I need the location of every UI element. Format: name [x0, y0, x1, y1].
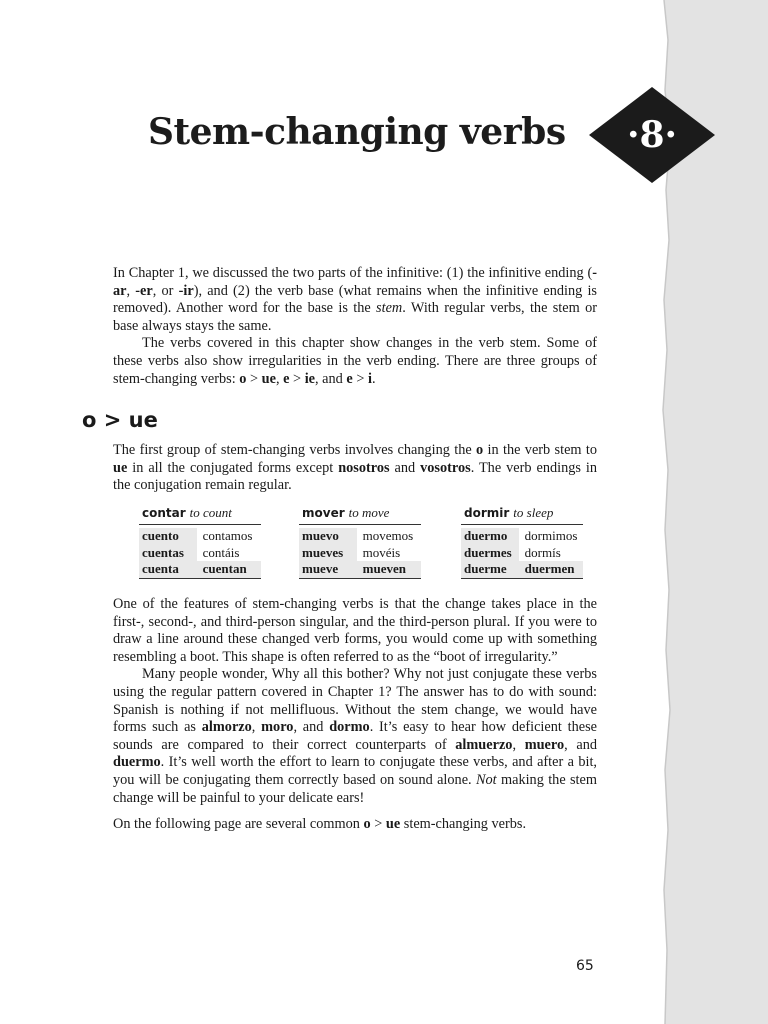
text-run: moro: [261, 719, 294, 736]
plural-form: contáis: [202, 544, 240, 560]
text-run: , and: [564, 736, 598, 753]
text-run: -ir: [178, 282, 194, 299]
text-run: >: [352, 370, 368, 387]
text-run: >: [289, 370, 305, 387]
gloss: to count: [189, 505, 232, 520]
text-run: in the verb stem to: [483, 442, 597, 458]
text-run: , and: [315, 370, 347, 387]
conjugation-row: [461, 528, 583, 545]
conjugation-body: [461, 525, 583, 579]
text-run: On the following page are several common: [113, 816, 364, 833]
conjugation-header: [461, 504, 583, 525]
intro-paragraph-1: [113, 265, 597, 335]
text-run: nosotros: [338, 459, 390, 476]
conjugation-body: [139, 525, 261, 579]
text-run: dormo: [329, 719, 370, 736]
text-run: almorzo: [201, 719, 252, 736]
text-run: and: [389, 459, 421, 476]
text-run: . The verb endings in the conjugation remain regular.: [113, 459, 598, 494]
text-run: . It’s easy to hear how deficient these sounds are compared to their correct counterparts of: [113, 719, 598, 753]
text-run: ,: [275, 370, 284, 387]
singular-form: cuenta: [139, 561, 197, 578]
text-run: almuerzo: [455, 736, 513, 753]
text-run: duermo: [113, 754, 161, 771]
text-run: ue: [113, 459, 128, 476]
text-run: ie: [304, 370, 316, 387]
gloss: to sleep: [513, 505, 554, 520]
conjugation-row: [299, 561, 421, 578]
conjugation-row: [461, 545, 583, 562]
section-paragraph-1: [113, 442, 597, 495]
text-run: ), and (2) the verb base (what remains when the infinitive ending is removed). Another word for the base is the: [113, 282, 597, 317]
text-run: o: [476, 442, 484, 458]
page-number: 65: [576, 958, 594, 974]
conjugation-header: [139, 504, 261, 525]
text-run: In Chapter 1, we discussed the two parts of the infinitive: (1) the infinitive ending (: [113, 265, 593, 281]
text-run: o: [363, 816, 371, 833]
infinitive: mover: [302, 506, 345, 520]
text-run: .: [371, 370, 376, 387]
infinitive: contar: [142, 506, 186, 520]
conjugation-table-mover: [299, 504, 421, 579]
conjugation-row: [139, 528, 261, 545]
page-title: Stem-changing verbs: [148, 111, 566, 153]
plural-form: movéis: [362, 544, 401, 560]
text-run: vosotros: [420, 459, 471, 476]
plural-form: mueven: [357, 561, 421, 578]
text-run: making the stem change will be painful to your delicate ears!: [113, 771, 597, 806]
conjugation-row: [139, 561, 261, 578]
plural-form: dormís: [524, 544, 561, 560]
text-run: >: [246, 370, 262, 387]
plural-form: dormimos: [524, 528, 578, 543]
singular-form: duermo: [461, 528, 519, 545]
singular-form: mueve: [299, 561, 357, 578]
intro-paragraph-2: [113, 335, 597, 388]
singular-form: duerme: [461, 561, 519, 578]
plural-form: duermen: [519, 561, 583, 578]
text-run: e: [346, 370, 353, 387]
text-run: . With regular verbs, the stem or base always stays the same.: [113, 300, 597, 334]
text-run: , and: [293, 719, 330, 736]
text-run: ,: [251, 719, 262, 736]
text-run: muero: [524, 736, 565, 753]
conjugation-header: [299, 504, 421, 525]
chapter-number: ·8·: [626, 114, 678, 156]
text-run: -ar: [113, 265, 597, 299]
text-run: stem-changing verbs.: [400, 816, 527, 833]
section-intro-text: [113, 442, 597, 495]
chapter-badge: [588, 86, 716, 184]
singular-form: muevo: [299, 528, 357, 545]
text-run: ,: [512, 736, 525, 753]
text-run: , or: [152, 282, 179, 299]
conjugation-table-dormir: [461, 504, 583, 579]
conjugation-row: [461, 561, 583, 578]
singular-form: duermes: [461, 545, 519, 562]
text-run: ue: [385, 816, 401, 833]
conjugation-table-contar: [139, 504, 261, 579]
text-run: The first group of stem-changing verbs involves changing the: [113, 442, 477, 458]
text-run: e: [283, 370, 290, 387]
discussion-paragraph-3: [113, 816, 597, 834]
plural-form: contamos: [202, 528, 253, 543]
singular-form: mueves: [299, 545, 357, 562]
gloss: to move: [348, 505, 390, 520]
singular-form: cuentas: [139, 545, 197, 562]
discussion-paragraph-1: [113, 596, 597, 666]
text-run: . It’s well worth the effort to learn to conjugate these verbs, and after a bit, you will be conjugating them correctly based on sound alone.: [113, 754, 597, 788]
plural-form: cuentan: [197, 561, 261, 578]
text-run: i: [367, 370, 372, 387]
intro-text: [113, 265, 597, 388]
conjugation-row: [299, 545, 421, 562]
text-run: ue: [261, 370, 276, 387]
singular-form: cuento: [139, 528, 197, 545]
text-run: ,: [126, 282, 136, 299]
conjugation-body: [299, 525, 421, 579]
text-run: stem: [376, 300, 403, 317]
text-run: -er: [135, 282, 153, 299]
text-run: >: [370, 816, 386, 833]
text-run: Many people wonder, Why all this bother? Why not just conjugate these verbs using the regular pattern covered in Chapter 1? The answer has to do with sound: Spanish is nothing if not mellifluous. Without the stem change, we would have forms such as: [113, 666, 597, 736]
conjugation-row: [139, 545, 261, 562]
text-run: in all the conjugated forms except: [127, 459, 339, 476]
plural-form: movemos: [362, 528, 414, 543]
conjugation-row: [299, 528, 421, 545]
text-run: Not: [475, 771, 497, 788]
discussion-paragraph-2: [113, 666, 597, 807]
infinitive: dormir: [464, 506, 510, 520]
section-heading: o > ue: [82, 408, 158, 432]
text-run: One of the features of stem-changing verbs is that the change takes place in the first-, second-, and third-person singular, and the third-person plural. If you were to draw a line around these changed verb forms, you would come up with something resembling a boot. This shape is often referred to as the “boot of irregularity.”: [113, 596, 597, 665]
text-run: The verbs covered in this chapter show changes in the verb stem. Some of these verbs also show irregularities in the verb ending. There are three groups of stem-changing verbs:: [113, 335, 597, 387]
discussion-text: [113, 596, 597, 834]
text-run: o: [239, 370, 247, 387]
